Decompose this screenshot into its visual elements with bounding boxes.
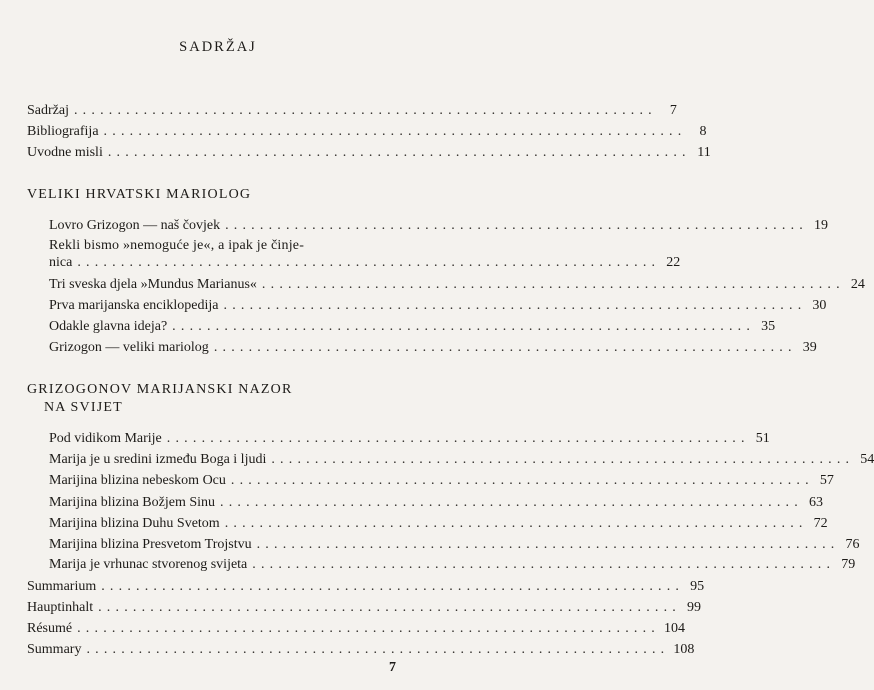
entry-label: Prva marijanska enciklopedija xyxy=(49,298,219,313)
leader-dots: ................................................................... xyxy=(73,103,657,118)
toc-entry-multiline xyxy=(49,237,681,271)
entry-page: 95 xyxy=(690,579,705,594)
toc-entry xyxy=(27,599,702,616)
leader-dots: ................................................................... xyxy=(261,277,845,292)
entry-page: 8 xyxy=(699,124,707,139)
page-number: 7 xyxy=(389,660,396,675)
section-heading: GRIZOGONOV MARIJANSKI NAZOR xyxy=(27,382,293,397)
entry-page: 57 xyxy=(819,473,834,488)
leader-dots: ................................................................... xyxy=(77,621,661,636)
entry-page: 24 xyxy=(850,277,865,292)
leader-dots: ................................................................... xyxy=(101,579,685,594)
leader-dots: ................................................................... xyxy=(98,600,682,615)
entry-label: Résumé xyxy=(27,621,73,636)
leader-dots: ................................................................... xyxy=(213,340,797,355)
entry-label: Summary xyxy=(27,642,82,657)
entry-label: Bibliografija xyxy=(27,124,99,139)
entry-page: 30 xyxy=(812,298,827,313)
toc-entry xyxy=(49,318,776,335)
toc-entry xyxy=(49,297,827,314)
toc-entry xyxy=(27,641,695,658)
leader-dots: ................................................................... xyxy=(271,452,855,467)
leader-dots: ................................................................... xyxy=(107,145,691,160)
entry-page: 35 xyxy=(761,319,776,334)
entry-page: 11 xyxy=(697,145,711,160)
entry-page: 72 xyxy=(813,516,828,531)
entry-label: Grizogon — veliki mariolog xyxy=(49,340,209,355)
entry-label: Odakle glavna ideja? xyxy=(49,319,168,334)
entry-label: Marijina blizina nebeskom Ocu xyxy=(49,473,226,488)
toc-entry xyxy=(49,339,817,356)
toc-entry xyxy=(49,515,828,532)
toc-entry xyxy=(49,472,834,489)
leader-dots: ................................................................... xyxy=(166,431,750,446)
section-heading-line2: NA SVIJET xyxy=(44,400,123,415)
entry-page: 19 xyxy=(813,218,828,233)
leader-dots: ................................................................... xyxy=(256,537,840,552)
toc-entry xyxy=(27,620,686,637)
entry-label-line2: nica xyxy=(49,255,73,270)
toc-entry xyxy=(27,123,707,140)
entry-page: 54 xyxy=(860,452,874,467)
entry-label: Uvodne misli xyxy=(27,145,103,160)
entry-page: 51 xyxy=(755,431,770,446)
entry-label: Marijina blizina Presvetom Trojstvu xyxy=(49,537,252,552)
toc-entry xyxy=(27,578,705,595)
toc-entry xyxy=(27,102,677,119)
section-heading: VELIKI HRVATSKI MARIOLOG xyxy=(27,187,252,202)
entry-page: 79 xyxy=(841,557,856,572)
leader-dots: ................................................................... xyxy=(220,495,803,510)
toc-entry xyxy=(49,536,860,553)
entry-page: 76 xyxy=(845,537,860,552)
entry-label: Marija je u sredini između Boga i ljudi xyxy=(49,452,267,467)
page-title: SADRŽAJ xyxy=(179,39,257,55)
entry-page: 39 xyxy=(802,340,817,355)
toc-entry xyxy=(49,494,823,511)
leader-dots: ................................................................... xyxy=(172,319,756,334)
toc-entry xyxy=(49,451,874,468)
leader-dots: ................................................................... xyxy=(252,557,836,572)
entry-label: Summarium xyxy=(27,579,97,594)
leader-dots: ................................................................... xyxy=(224,516,808,531)
leader-dots: ................................................................... xyxy=(223,298,807,313)
entry-label: Pod vidikom Marije xyxy=(49,431,162,446)
entry-page: 108 xyxy=(673,642,695,657)
toc-entry xyxy=(49,556,856,573)
leader-dots: ................................................................... xyxy=(103,124,687,139)
entry-label: Marijina blizina Božjem Sinu xyxy=(49,495,216,510)
entry-label: Marijina blizina Duhu Svetom xyxy=(49,516,220,531)
toc-entry xyxy=(49,217,828,234)
entry-label: Tri sveska djela »Mundus Marianus« xyxy=(49,277,257,292)
entry-page: 22 xyxy=(666,255,681,270)
entry-page: 104 xyxy=(664,621,686,636)
entry-line2 xyxy=(49,254,681,271)
leader-dots: ................................................................... xyxy=(230,473,814,488)
entry-label: Hauptinhalt xyxy=(27,600,94,615)
entry-label-line1: Rekli bismo »nemoguće je«, a ipak je činje- xyxy=(49,238,305,253)
leader-dots: ................................................................... xyxy=(86,642,670,657)
toc-entry xyxy=(49,430,770,447)
toc-entry xyxy=(27,144,711,161)
entry-page: 99 xyxy=(687,600,702,615)
leader-dots: ................................................................... xyxy=(225,218,808,233)
entry-label: Sadržaj xyxy=(27,103,69,118)
entry-page: 63 xyxy=(808,495,823,510)
toc-entry xyxy=(49,276,865,293)
entry-page: 7 xyxy=(669,103,677,118)
leader-dots: ................................................................... xyxy=(77,255,661,270)
entry-label: Marija je vrhunac stvorenog svijeta xyxy=(49,557,248,572)
entry-label: Lovro Grizogon — naš čovjek xyxy=(49,218,221,233)
